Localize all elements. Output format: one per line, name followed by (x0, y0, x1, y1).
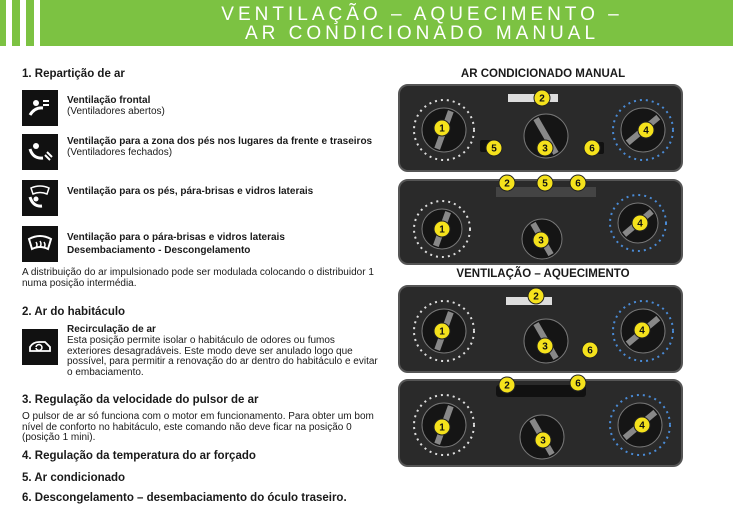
callout-label: 1 (439, 123, 445, 135)
callout-marker-5 (486, 140, 502, 156)
callout-label: 6 (575, 178, 581, 190)
callout-marker-2 (499, 377, 515, 393)
callout-label: 2 (539, 93, 545, 105)
section-5-title: 5. Ar condicionado (22, 472, 126, 484)
recirculation-title: Recirculação de ar (67, 324, 156, 335)
item-defrost-title: Ventilação para o pára-brisas e vidros laterais (67, 232, 285, 243)
item-frontal-sub: (Ventiladores abertos) (67, 106, 165, 117)
item-defrost-sub: Desembaciamento - Descongelamento (67, 245, 251, 256)
callout-marker-4 (634, 322, 650, 338)
callout-label: 2 (504, 380, 510, 392)
section-3-title: 3. Regulação da velocidade do pulsor de ar (22, 394, 259, 406)
callout-marker-3 (535, 432, 551, 448)
callout-marker-6 (570, 175, 586, 191)
callout-marker-1 (434, 419, 450, 435)
callout-marker-6 (582, 342, 598, 358)
item-frontal-title: Ventilação frontal (67, 95, 151, 106)
section-1-title: 1. Repartição de ar (22, 68, 125, 80)
callout-label: 6 (575, 378, 581, 390)
callout-label: 2 (533, 291, 539, 303)
callout-label: 2 (504, 178, 510, 190)
header-title-line1: VENTILAÇÃO – AQUECIMENTO – (221, 4, 623, 25)
callout-marker-1 (434, 120, 450, 136)
callout-marker-3 (533, 232, 549, 248)
section-2-title: 2. Ar do habitáculo (22, 306, 126, 318)
callout-marker-3 (537, 140, 553, 156)
item-feet-windscreen-title: Ventilação para os pés, pára-brisas e vidros laterais (67, 186, 314, 197)
figure-caption-heating: VENTILAÇÃO – AQUECIMENTO (456, 268, 630, 280)
callout-marker-1 (434, 323, 450, 339)
callout-label: 4 (639, 420, 645, 432)
callout-label: 1 (439, 422, 445, 434)
section-6-title: 6. Descongelamento – desembaciamento do óculo traseiro. (22, 492, 347, 504)
item-feet-title: Ventilação para a zona dos pés nos lugares da frente e traseiros (67, 136, 373, 147)
callout-label: 4 (643, 125, 649, 137)
callout-marker-6 (570, 375, 586, 391)
callout-label: 3 (540, 435, 546, 447)
callout-marker-1 (434, 221, 450, 237)
callout-label: 6 (589, 143, 595, 155)
figure-caption-ac: AR CONDICIONADO MANUAL (460, 68, 626, 80)
callout-marker-3 (537, 338, 553, 354)
callout-label: 1 (439, 326, 445, 338)
callout-marker-6 (584, 140, 600, 156)
header-title-line2: AR CONDICIONADO MANUAL (244, 23, 600, 44)
callout-label: 3 (538, 235, 544, 247)
item-feet-sub: (Ventiladores fechados) (67, 147, 173, 158)
callout-marker-2 (499, 175, 515, 191)
callout-label: 1 (439, 224, 445, 236)
callout-marker-4 (634, 417, 650, 433)
callout-marker-4 (638, 122, 654, 138)
callout-label: 3 (542, 143, 548, 155)
callout-label: 4 (639, 325, 645, 337)
recirculation-text: Esta posição permite isolar o habitáculo de odores ou fumos exteriores desagradáveis. Este modo deve ser anulado logo que possível, para permitir a renovação do ar dentro do habitáculo e evitar o embaciamento. (67, 335, 378, 378)
callout-marker-2 (534, 90, 550, 106)
section-1-note: A distribuição do ar impulsionado pode ser modulada colocando o distribuidor 1 numa posição intermédia. (22, 267, 374, 289)
callout-marker-2 (528, 288, 544, 304)
callout-label: 3 (542, 341, 548, 353)
section-3-text: O pulsor de ar só funciona com o motor em funcionamento. Para obter um bom nível de conforto no habitáculo, este comando não deve ficar na posição 0 (posição 1 mini). (22, 411, 374, 443)
callout-label: 6 (587, 345, 593, 357)
callout-marker-4 (632, 215, 648, 231)
callout-marker-5 (537, 175, 553, 191)
callout-label: 4 (637, 218, 643, 230)
callout-label: 5 (542, 178, 548, 190)
section-4-title: 4. Regulação da temperatura do ar forçado (22, 450, 256, 462)
callout-label: 5 (491, 143, 497, 155)
